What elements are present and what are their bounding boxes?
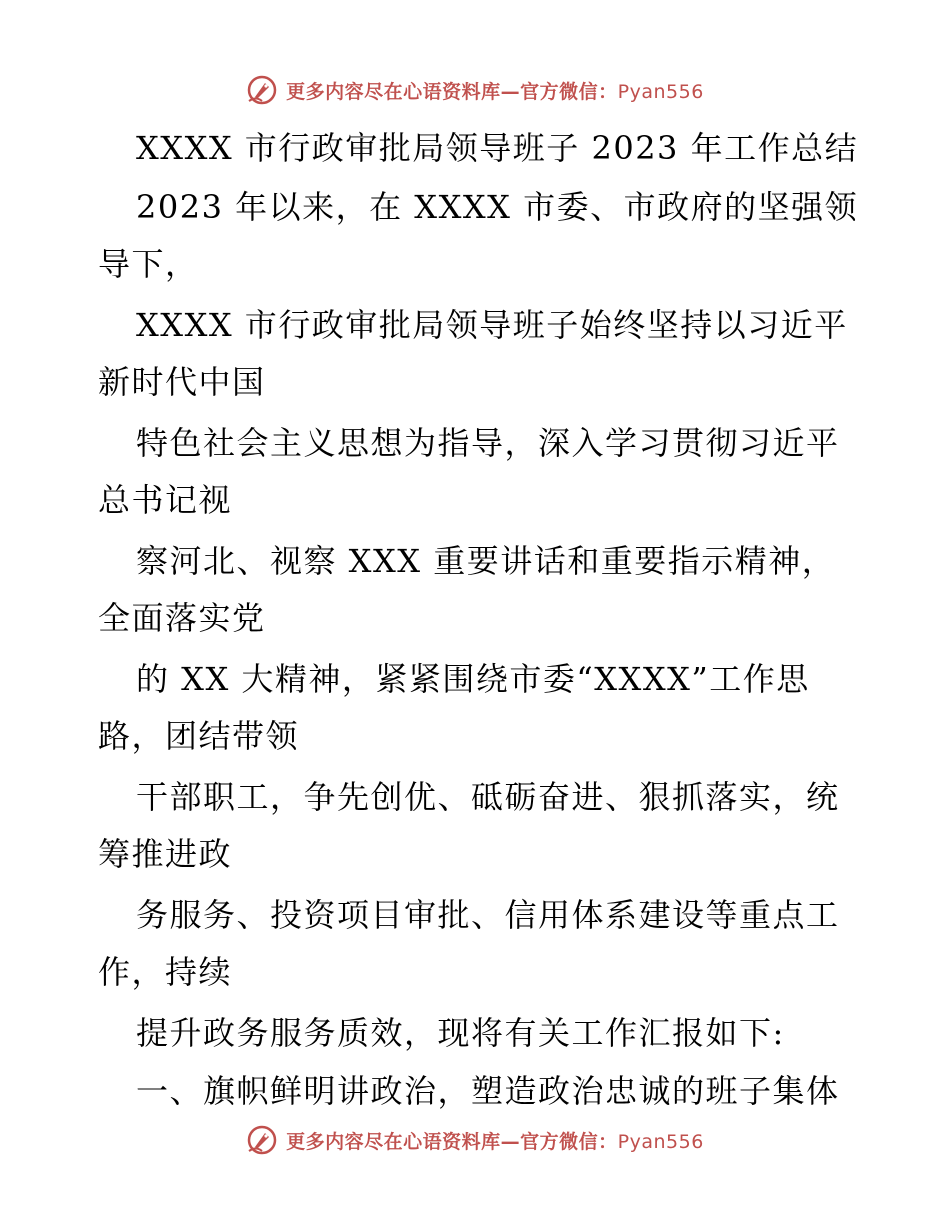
document-title: XXXX 市行政审批局领导班子 2023 年工作总结 bbox=[136, 129, 859, 167]
paragraph-line: 全面落实党 bbox=[98, 599, 266, 637]
paragraph-line: 务服务、投资项目审批、信用体系建设等重点工 bbox=[136, 896, 840, 934]
paragraph-line: 作，持续 bbox=[98, 953, 233, 991]
paragraph-line: 特色社会主义思想为指导，深入学习贯彻习近平 bbox=[136, 424, 840, 462]
watermark-wechat-id: Pyan556 bbox=[617, 80, 704, 103]
watermark-wechat-id: Pyan556 bbox=[617, 1130, 704, 1153]
paragraph-line: 路，团结带领 bbox=[98, 717, 300, 755]
watermark-text: 更多内容尽在心语资料库—官方微信：Pyan556 bbox=[286, 80, 704, 103]
paragraph-line: 2023 年以来，在 XXXX 市委、市政府的坚强领 bbox=[136, 188, 859, 226]
paragraph-line: 筹推进政 bbox=[98, 835, 233, 873]
paragraph-line: XXXX 市行政审批局领导班子始终坚持以习近平 bbox=[136, 306, 848, 344]
paragraph-line: 导下， bbox=[98, 245, 199, 283]
paragraph-line: 干部职工，争先创优、砥砺奋进、狠抓落实，统 bbox=[136, 778, 840, 816]
pen-nib-logo-icon bbox=[246, 1124, 278, 1156]
section-heading: 一、旗帜鲜明讲政治，塑造政治忠诚的班子集体 bbox=[136, 1072, 840, 1110]
watermark-text: 更多内容尽在心语资料库—官方微信：Pyan556 bbox=[286, 1130, 704, 1153]
paragraph-line: 新时代中国 bbox=[98, 363, 266, 401]
paragraph-line: 的 XX 大精神，紧紧围绕市委“XXXX”工作思 bbox=[136, 660, 810, 698]
footer-watermark bbox=[0, 1122, 950, 1158]
paragraph-line: 提升政务服务质效，现将有关工作汇报如下: bbox=[136, 1014, 785, 1052]
paragraph-line: 察河北、视察 XXX 重要讲话和重要指示精神， bbox=[136, 542, 836, 580]
paragraph-line: 总书记视 bbox=[98, 481, 233, 519]
